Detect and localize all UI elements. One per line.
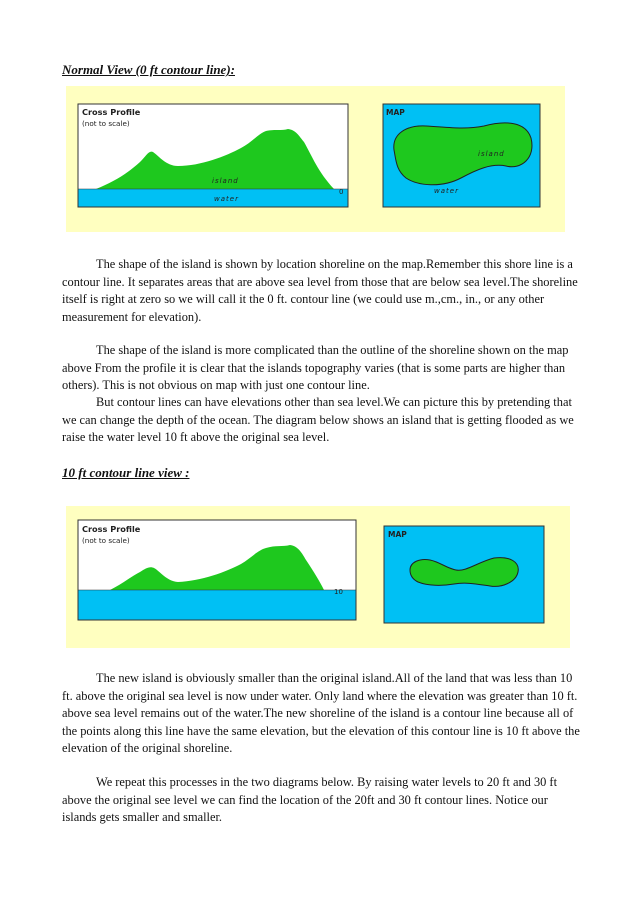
profile-subtitle: (not to scale) — [82, 119, 130, 128]
section-heading-10ft-view: 10 ft contour line view : — [62, 465, 190, 480]
section-heading-normal-view: Normal View (0 ft contour line): — [62, 62, 235, 77]
paragraph-topography: The shape of the island is more complicated than the outline of the shoreline shown on the map above From the profile it is clear that the islands topography varies (that is some parts are higher than others). This is not obvious on map with just one contour line. — [62, 343, 569, 392]
profile-island-label: island — [212, 177, 239, 185]
profile-title-10ft: Cross Profile — [82, 524, 141, 534]
paragraph-contour-elevations: But contour lines can have elevations other than sea level.We can picture this by pretending that we can change the depth of the ocean. The diagram below shows an island that is getting flooded as we raise the water level 10 ft above the original sea level. — [62, 395, 574, 444]
cross-profile-panel-10ft — [78, 520, 356, 620]
figure-normal-view — [66, 86, 565, 232]
paragraph-repeat-process: We repeat this processes in the two diagrams below. By raising water levels to 20 ft and 30 ft above the original see level we can find the location of the 20ft and 30 ft contour lines. Notice our islands gets smaller and smaller. — [62, 775, 558, 824]
profile-contour-value-10ft: 10 — [334, 588, 343, 596]
profile-water — [79, 189, 348, 207]
profile-water-label: water — [214, 195, 239, 203]
profile-title: Cross Profile — [82, 107, 141, 117]
map-panel — [383, 104, 540, 207]
map-water-label: water — [434, 187, 459, 195]
map-title-10ft: MAP — [388, 530, 407, 539]
paragraph-shoreline: The shape of the island is shown by location shoreline on the map.Remember this shore line is a contour line. It separates areas that are above sea level from those that are below sea level.The shoreline itself is right at zero so we will call it the 0 ft. contour line (we could use m.,cm., in., or any other measurement for elevation). — [62, 257, 578, 324]
profile-contour-value: 0 — [339, 188, 344, 196]
paragraph-new-island: The new island is obviously smaller than the original island.All of the land that was less than 10 ft. above the original sea level is now under water. Only land where the elevation was greater than 10 ft. above sea level remains out of the water.The new shoreline of the island is a contour line because all of the points along this line have the same elevation, but the elevation of this contour line is 10 ft above the elevation of the original shoreline. — [62, 671, 580, 755]
figure-10ft-view — [66, 506, 570, 648]
map-panel-10ft — [384, 526, 544, 623]
cross-profile-panel — [78, 104, 348, 207]
map-title: MAP — [386, 108, 405, 117]
profile-subtitle-10ft: (not to scale) — [82, 536, 130, 545]
profile-water-10ft — [79, 590, 356, 620]
map-island-label: island — [478, 150, 505, 158]
